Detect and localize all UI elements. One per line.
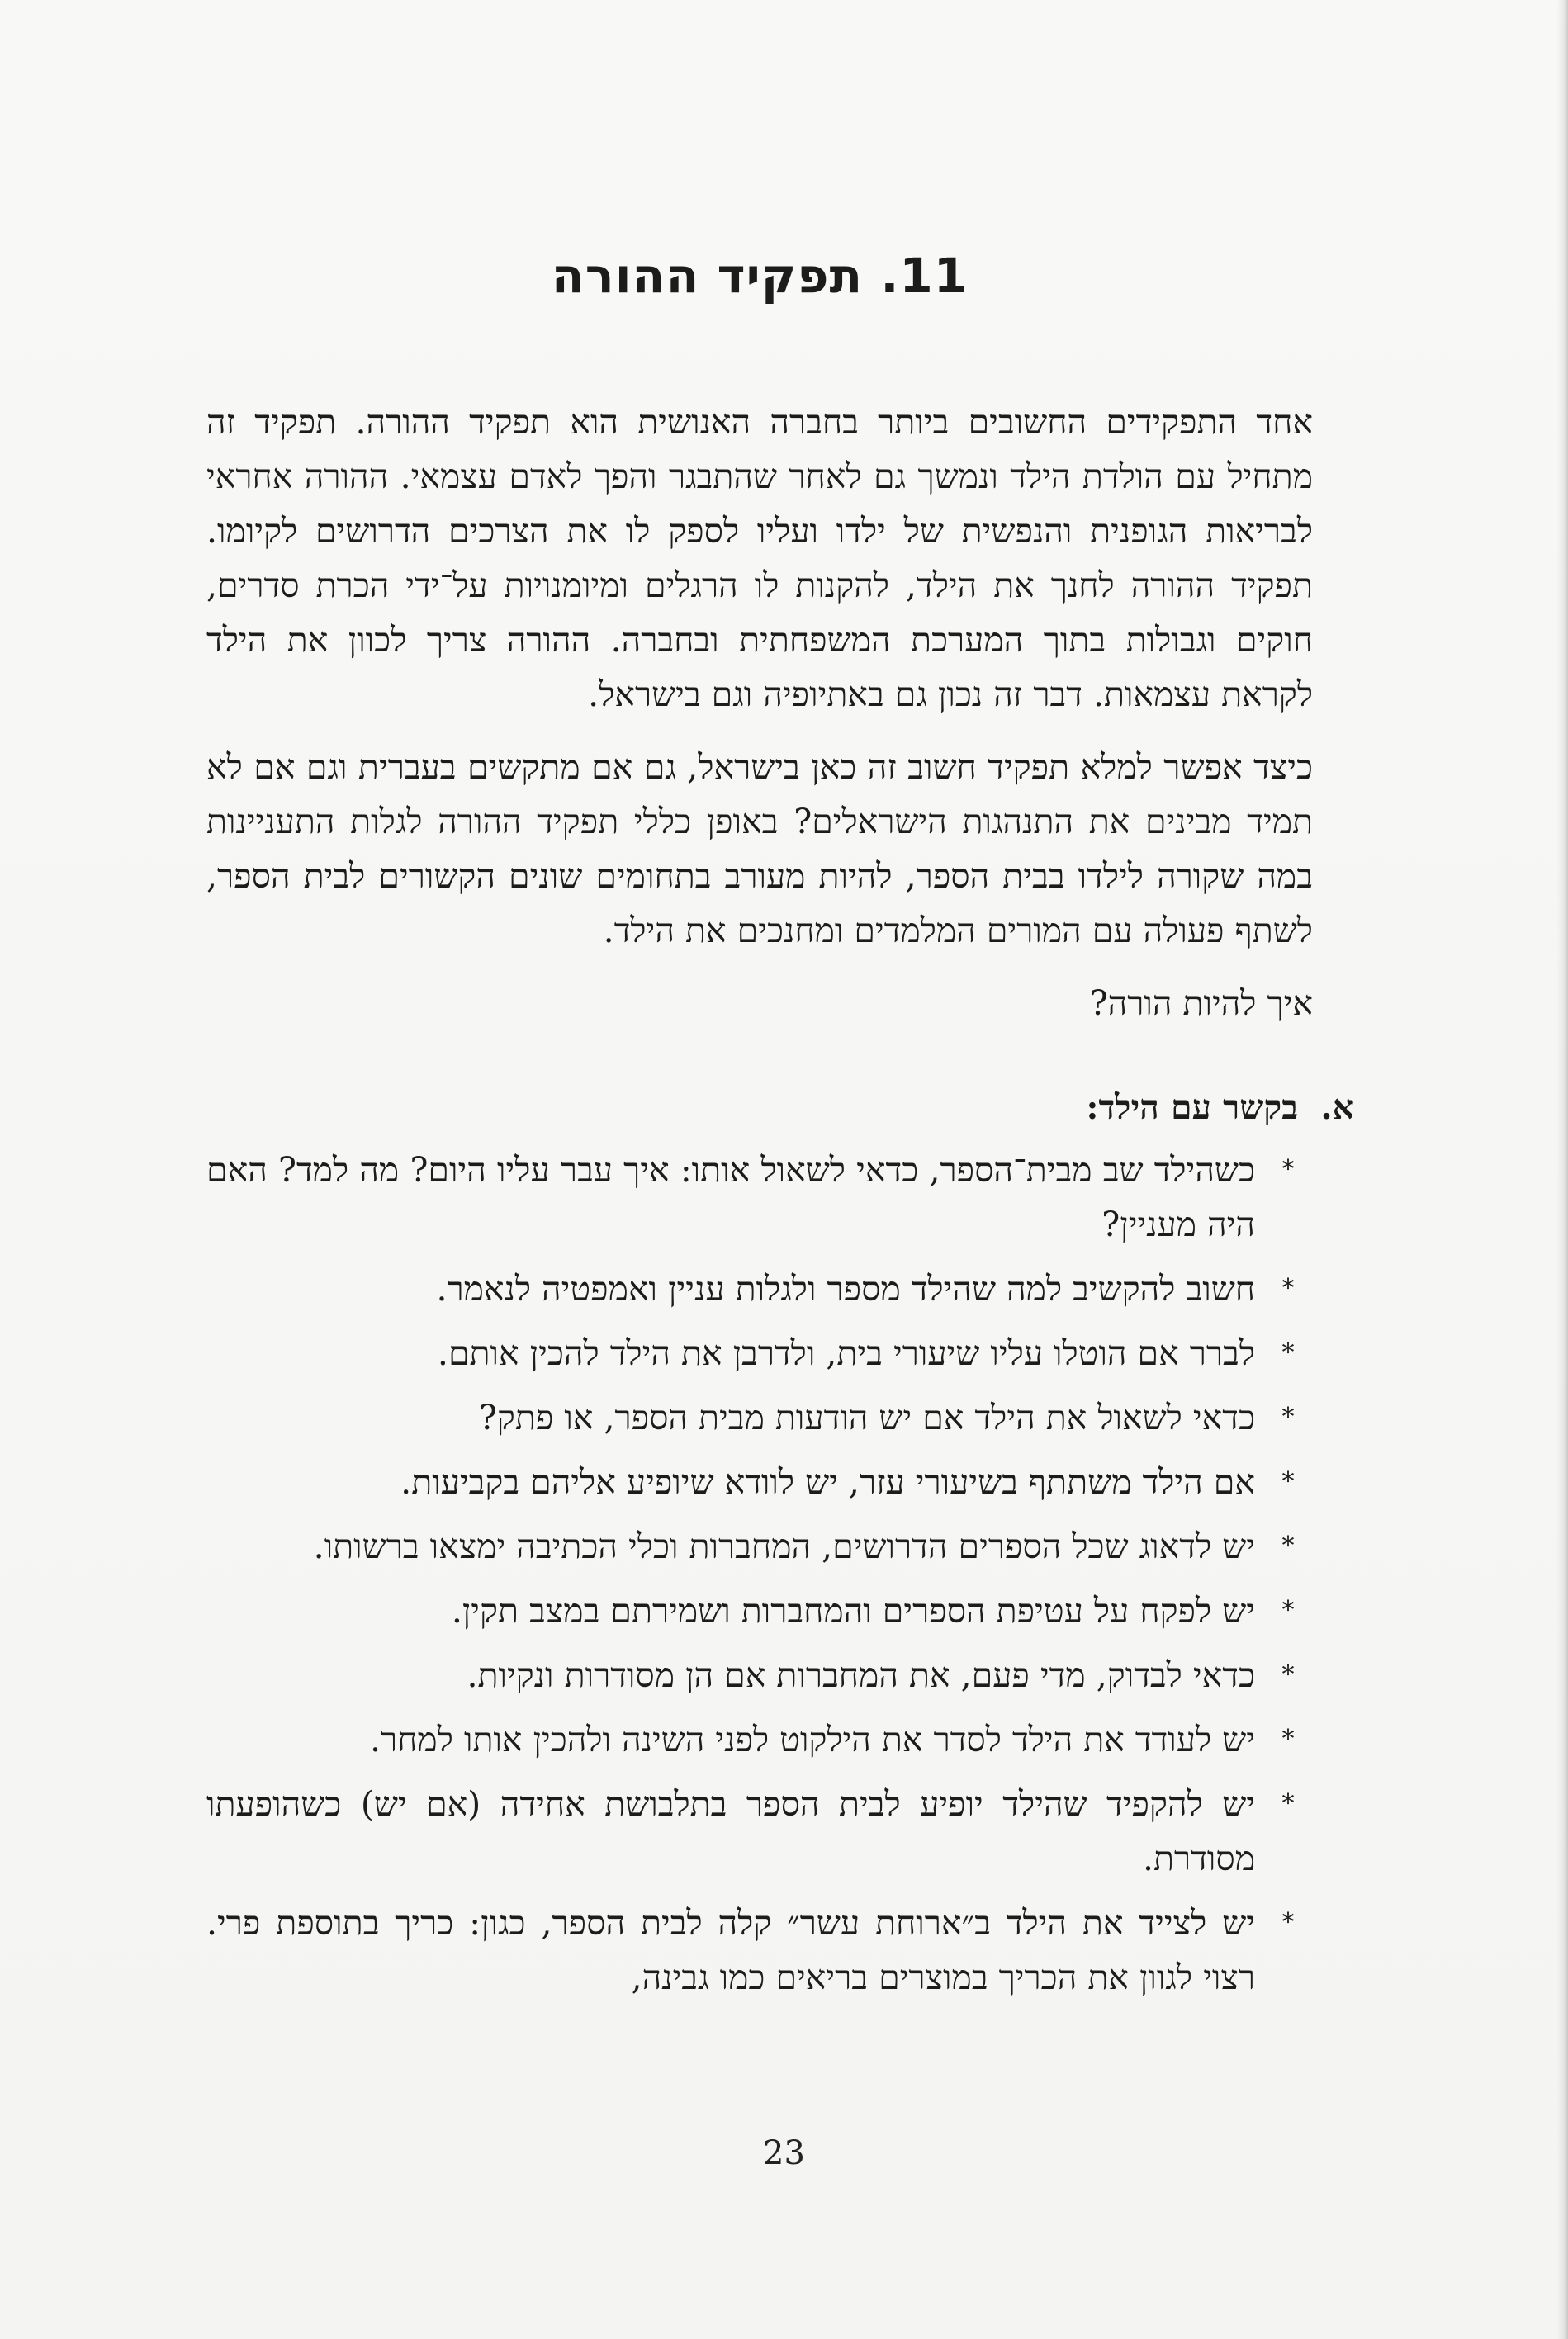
list-item [206, 1326, 1313, 1380]
list-item-text: יש לפקח על עטיפת הספרים והמחברות ושמירתם במצב תקין. [451, 1591, 1255, 1631]
list-item [206, 1584, 1313, 1638]
list-item [206, 1896, 1313, 2005]
list-item-text: אם הילד משתתף בשיעורי עזר, יש לוודא שיופיע אליהם בקביעות. [400, 1462, 1255, 1502]
second-paragraph: כיצד אפשר למלא תפקיד חשוב זה כאן בישראל, גם אם מתקשים בעברית וגם אם לא תמיד מבינים את התנהגות הישראלים? באופן כללי תפקיד ההורה לגלות התעניינות במה שקורה לילדו בבית הספר, להיות מעורב בתחומים שונים הקשורים לבית הספר, לשתף פעולה עם המורים המלמדים ומחנכים את הילד. [206, 747, 1313, 950]
intro-paragraph: אחד התפקידים החשובים ביותר בחברה האנושית הוא תפקיד ההורה. תפקיד זה מתחיל עם הולדת הילד ונמשך גם לאחר שהתבגר והפך לאדם עצמאי. ההורה אחראי לבריאות הגופנית והנפשית של ילדו ועליו לספק לו את הצרכים הדרושים לקיומו. תפקיד ההורה לחנך את הילד, להקנות לו הרגלים ומיומנויות על־ידי הכרת סדרים, חוקים וגבולות בתוך המערכת המשפחתית ובחברה. ההורה צריך לכוון את הילד לקראת עצמאות. דבר זה נכון גם באתיופיה וגם בישראל. [206, 402, 1313, 714]
page-edge-shadow [1556, 0, 1568, 2339]
list-item-text: כשהילד שב מבית־הספר, כדאי לשאול אותו: איך עבר עליו היום? מה למד? האם היה מעניין? [206, 1150, 1255, 1244]
bullet-star-icon: * [1281, 1725, 1295, 1754]
bullet-star-icon: * [1281, 1403, 1295, 1432]
list-item [206, 1777, 1313, 1886]
list-item-text: חשוב להקשיב למה שהילד מספר ולגלות עניין ואמפטיה לנאמר. [436, 1269, 1255, 1309]
bullet-star-icon: * [1281, 1660, 1295, 1689]
list-item [206, 1455, 1313, 1509]
bullet-star-icon: * [1281, 1155, 1295, 1184]
bullet-star-icon: * [1281, 1908, 1295, 1937]
question-line: איך להיות הורה? [1089, 983, 1313, 1023]
bullet-star-icon: * [1281, 1532, 1295, 1560]
bullet-star-icon: * [1281, 1274, 1295, 1303]
list-item [206, 1390, 1313, 1445]
bullet-star-icon: * [1281, 1467, 1295, 1496]
bullet-star-icon: * [1281, 1596, 1295, 1625]
page-title: 11. תפקיד ההורה [551, 248, 969, 304]
list-item [206, 1648, 1313, 1702]
list-item-text: יש לצייד את הילד ב״ארוחת עשר״ קלה לבית הספר, כגון: כריך בתוספת פרי. רצוי לגוון את הכריך במוצרים בריאים כמו גבינה, [206, 1903, 1255, 1997]
list-item-text: יש לדאוג שכל הספרים הדרושים, המחברות וכלי הכתיבה ימצאו ברשותו. [313, 1527, 1255, 1566]
list-item [206, 1712, 1313, 1767]
bullet-star-icon: * [1281, 1338, 1295, 1367]
list-item-text: יש לעודד את הילד לסדר את הילקוט לפני השינה ולהכין אותו למחר. [370, 1720, 1255, 1759]
page-number: 23 [763, 2134, 805, 2172]
list-item-text: כדאי לשאול את הילד אם יש הודעות מבית הספר, או פתק? [478, 1398, 1255, 1437]
list-item-text: לברר אם הוטלו עליו שיעורי בית, ולדרבן את הילד להכין אותם. [437, 1333, 1255, 1373]
section-letter: א. [1320, 1087, 1354, 1127]
list-item [206, 1143, 1313, 1252]
list-item-text: יש להקפיד שהילד יופיע לבית הספר בתלבושת אחידה (אם יש) כשהופעתו מסודרת. [206, 1784, 1255, 1878]
page-content [206, 248, 1354, 2015]
bullet-star-icon: * [1281, 1789, 1295, 1818]
bullet-list [206, 1143, 1313, 2005]
list-item-text: כדאי לבדוק, מדי פעם, את המחברות אם הן מסודרות ונקיות. [467, 1655, 1255, 1695]
section-heading-text: בקשר עם הילד: [1086, 1087, 1298, 1127]
list-item [206, 1262, 1313, 1316]
section-heading [206, 1080, 1354, 1134]
list-item [206, 1519, 1313, 1574]
